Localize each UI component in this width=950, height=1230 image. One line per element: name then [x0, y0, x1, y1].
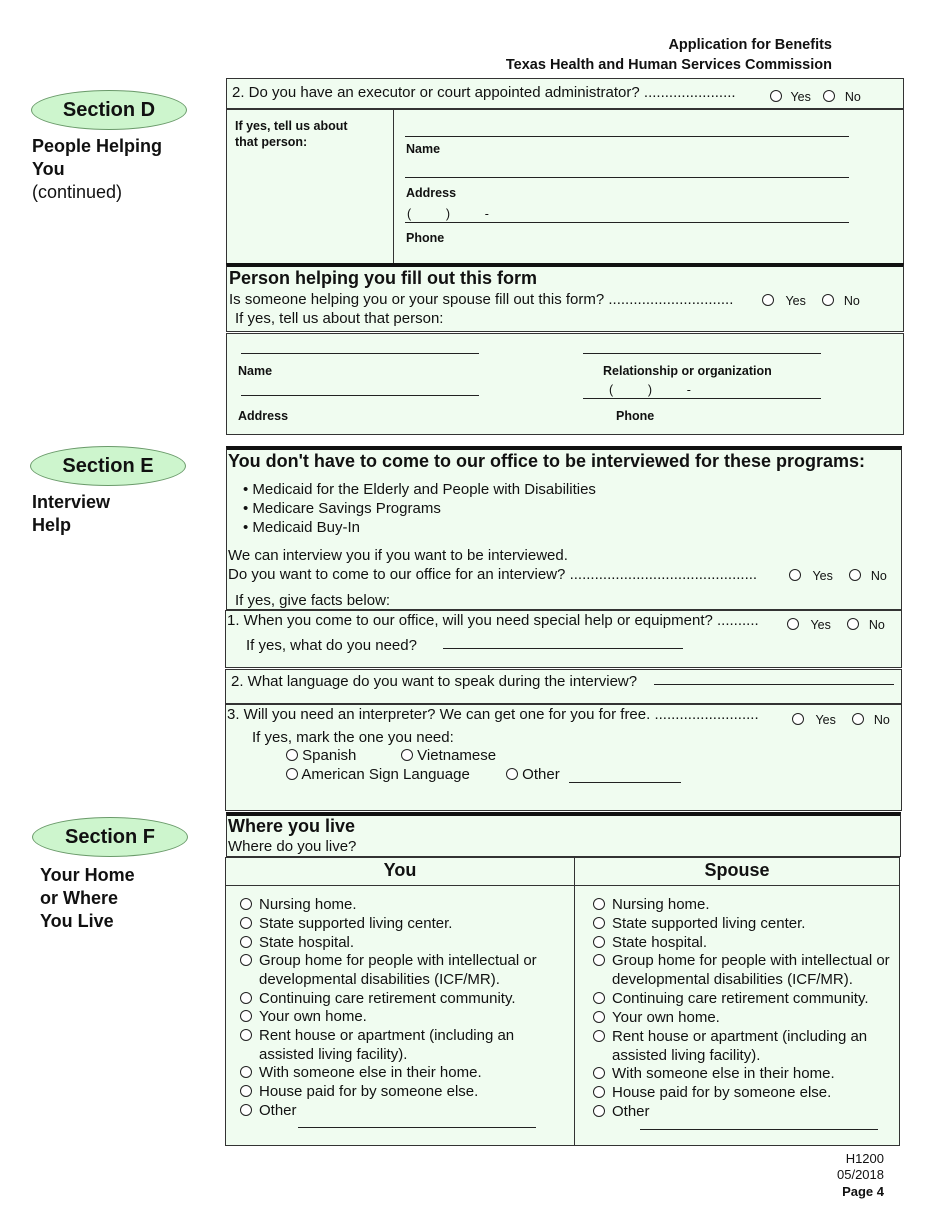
special-help-box — [225, 610, 902, 668]
interview-no-radio[interactable] — [849, 569, 861, 581]
executor-phone-mask: ( ) - — [407, 207, 489, 221]
helper-address-line[interactable] — [241, 395, 479, 396]
helper-no-label: No — [843, 294, 860, 308]
page-number: Page 4 — [842, 1184, 884, 1199]
helper-phone-line[interactable] — [583, 398, 821, 399]
interpreter-no-radio[interactable] — [852, 713, 864, 725]
helper-phone-mask: ( ) - — [609, 383, 691, 397]
form-date: 05/2018 — [837, 1167, 884, 1182]
executor-phone-line[interactable] — [405, 222, 849, 223]
interpreter-box — [225, 704, 902, 811]
you-option[interactable]: With someone else in their home. — [240, 1063, 560, 1082]
spouse-option[interactable]: Rent house or apartment (including an assisted living facility). — [593, 1027, 883, 1065]
special-help-need-line[interactable] — [443, 648, 683, 649]
spouse-option[interactable]: Your own home. — [593, 1008, 893, 1027]
other-language-label: Other — [522, 766, 560, 783]
special-help-no-radio[interactable] — [847, 618, 859, 630]
spouse-other-line[interactable] — [640, 1129, 878, 1130]
you-option[interactable]: Other — [240, 1101, 560, 1120]
spouse-option[interactable]: Other — [593, 1102, 893, 1121]
helper-box — [226, 263, 904, 332]
section-e-label: Interview Help — [32, 492, 111, 535]
executor-ifyes-label: If yes, tell us about that person: — [235, 119, 348, 149]
interpreter-yes-label: Yes — [815, 713, 836, 727]
spanish-label: Spanish — [302, 747, 357, 764]
you-option[interactable]: State supported living center. — [240, 914, 560, 933]
interpreter-no-label: No — [873, 713, 890, 727]
helper-phone-label: Phone — [616, 409, 655, 423]
section-f-label: Your Home or Where You Live — [40, 865, 135, 931]
programs-list — [243, 480, 596, 537]
form-number: H1200 — [845, 1151, 884, 1166]
program-item: • Medicare Savings Programs — [243, 500, 441, 517]
section-d-label: People Helping You (continued) — [32, 136, 163, 202]
executor-name-line[interactable] — [405, 136, 849, 137]
other-language-line[interactable] — [569, 782, 681, 783]
you-option[interactable]: Continuing care retirement community. — [240, 989, 560, 1008]
executor-details-box — [226, 109, 904, 264]
helper-relationship-line[interactable] — [583, 353, 821, 354]
helper-question: Is someone helping you or your spouse fill out this form? .............................. — [229, 291, 734, 308]
interview-info: We can interview you if you want to be interviewed. — [228, 547, 568, 564]
special-help-need-label: If yes, what do you need? — [246, 637, 417, 654]
spouse-option[interactable]: Group home for people with intellectual or developmental disabilities (ICF/MR). — [593, 951, 893, 989]
col-you: You — [383, 860, 417, 880]
helper-ifyes: If yes, tell us about that person: — [235, 310, 444, 327]
helper-name-line[interactable] — [241, 353, 479, 354]
language-question: 2. What language do you want to speak during the interview? — [231, 673, 638, 690]
where-live-title: Where you live — [228, 816, 356, 836]
special-help-yes-label: Yes — [810, 618, 831, 632]
executor-name-label: Name — [406, 142, 441, 156]
helper-relationship-label: Relationship or organization — [603, 364, 772, 378]
helper-no-radio[interactable] — [822, 294, 834, 306]
helper-yes-radio[interactable] — [762, 294, 774, 306]
interview-ifyes: If yes, give facts below: — [235, 592, 391, 609]
program-item: • Medicaid Buy-In — [243, 519, 360, 536]
vietnamese-label: Vietnamese — [417, 747, 497, 764]
interview-question: Do you want to come to our office for an interview? ............................................. — [228, 566, 758, 583]
asl-label: American Sign Language — [301, 766, 470, 783]
spouse-option[interactable]: Continuing care retirement community. — [593, 989, 893, 1008]
interpreter-yes-radio[interactable] — [792, 713, 804, 725]
where-live-question: Where do you live? — [228, 838, 357, 855]
special-help-yes-radio[interactable] — [787, 618, 799, 630]
helper-address-label: Address — [238, 409, 289, 423]
header-agency: Texas Health and Human Services Commission — [505, 57, 832, 73]
special-help-question: 1. When you come to our office, will you need special help or equipment? .......... — [227, 612, 759, 629]
interview-title: You don't have to come to our office to be interviewed for these programs: — [228, 451, 866, 471]
spouse-option[interactable]: State supported living center. — [593, 914, 893, 933]
executor-no-label: No — [844, 90, 861, 104]
special-help-no-label: No — [868, 618, 885, 632]
residence-table — [225, 857, 900, 1146]
spouse-option[interactable]: With someone else in their home. — [593, 1064, 893, 1083]
other-language-radio[interactable] — [506, 768, 518, 780]
you-option[interactable]: Nursing home. — [240, 895, 560, 914]
col-spouse: Spouse — [704, 860, 770, 880]
header-title: Application for Benefits — [668, 37, 832, 53]
interview-yes-radio[interactable] — [789, 569, 801, 581]
helper-name-label: Name — [238, 364, 273, 378]
you-option[interactable]: State hospital. — [240, 933, 560, 952]
interview-no-label: No — [870, 569, 887, 583]
language-box — [225, 669, 902, 704]
interpreter-question: 3. Will you need an interpreter? We can get one for you for free. ......................... — [227, 706, 759, 723]
executor-address-line[interactable] — [405, 177, 849, 178]
executor-question: 2. Do you have an executor or court appointed administrator? ...................... — [232, 84, 736, 101]
spouse-option[interactable]: House paid for by someone else. — [593, 1083, 893, 1102]
spouse-option[interactable]: Nursing home. — [593, 895, 893, 914]
you-option[interactable]: Your own home. — [240, 1007, 560, 1026]
vietnamese-radio[interactable] — [401, 749, 413, 761]
program-item: • Medicaid for the Elderly and People with Disabilities — [243, 481, 596, 498]
executor-yes-label: Yes — [790, 90, 811, 104]
asl-radio[interactable] — [286, 768, 298, 780]
executor-question-row — [226, 78, 904, 109]
executor-yes-radio[interactable] — [770, 90, 782, 102]
section-e-badge: Section E — [30, 446, 186, 486]
interview-box — [226, 446, 902, 610]
interpreter-mark-label: If yes, mark the one you need: — [252, 729, 454, 746]
language-line[interactable] — [654, 684, 894, 685]
where-live-box — [226, 812, 901, 857]
executor-phone-label: Phone — [406, 231, 445, 245]
you-option[interactable]: Group home for people with intellectual or developmental disabilities (ICF/MR). — [240, 951, 560, 989]
you-option[interactable]: Rent house or apartment (including an assisted living facility). — [240, 1026, 540, 1064]
section-f-badge: Section F — [32, 817, 188, 857]
you-other-line[interactable] — [298, 1127, 536, 1128]
helper-title: Person helping you fill out this form — [229, 268, 538, 288]
you-option[interactable]: House paid for by someone else. — [240, 1082, 560, 1101]
spanish-radio[interactable] — [286, 749, 298, 761]
spouse-option[interactable]: State hospital. — [593, 933, 893, 952]
helper-details-box — [226, 333, 904, 435]
interview-yes-label: Yes — [812, 569, 833, 583]
section-d-badge: Section D — [31, 90, 187, 130]
executor-no-radio[interactable] — [823, 90, 835, 102]
executor-address-label: Address — [406, 186, 457, 200]
helper-yes-label: Yes — [785, 294, 806, 308]
